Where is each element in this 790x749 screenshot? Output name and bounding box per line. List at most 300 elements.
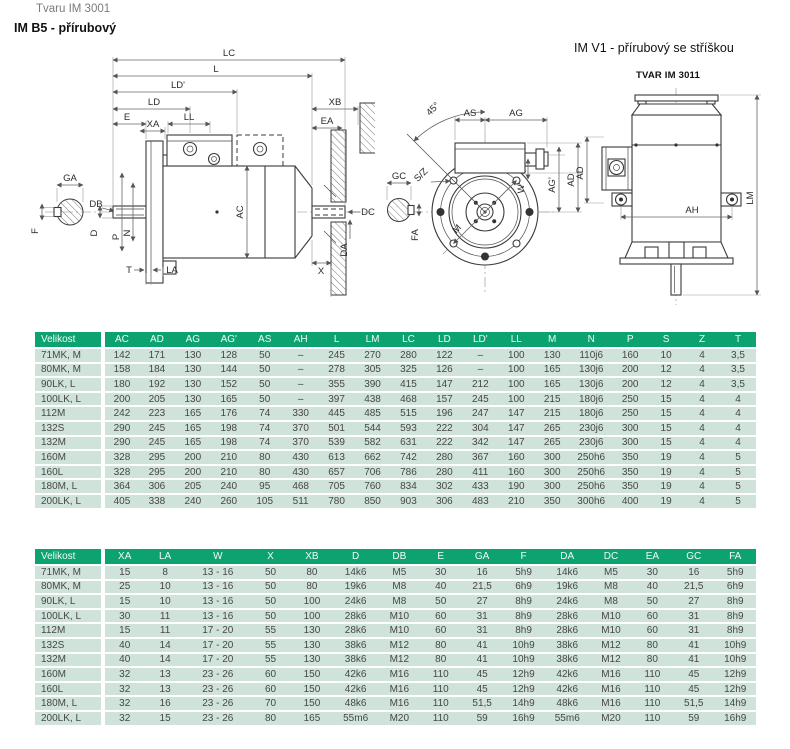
dimension-cell: 21,5 bbox=[461, 580, 502, 595]
dim-label-e: E bbox=[123, 112, 131, 123]
dim-label-db: DB bbox=[89, 199, 103, 210]
dimension-cell: 147 bbox=[498, 421, 534, 436]
dimension-cell: 28k6 bbox=[333, 623, 379, 638]
dimension-cell: 126 bbox=[426, 363, 462, 378]
dimension-cell: 51,5 bbox=[673, 696, 714, 711]
dimension-cell: 13 - 16 bbox=[186, 580, 250, 595]
column-header: XB bbox=[291, 549, 332, 565]
dimension-cell: 200 bbox=[175, 450, 211, 465]
v1-terminal-box bbox=[602, 147, 632, 190]
dim-label-ll: LL bbox=[183, 112, 195, 123]
dimension-cell: 222 bbox=[426, 436, 462, 451]
dim-label-gc: GC bbox=[391, 171, 407, 182]
dimension-cell: 4 bbox=[684, 363, 720, 378]
dimension-cell: 30 bbox=[632, 565, 673, 580]
column-header: LA bbox=[144, 549, 185, 565]
column-header: P bbox=[612, 332, 648, 348]
terminal-box bbox=[167, 135, 232, 166]
column-header: L bbox=[319, 332, 355, 348]
v1-vertical-drawing bbox=[570, 60, 790, 310]
dimension-cell: 242 bbox=[103, 406, 139, 421]
dim-label-ld2: LD' bbox=[171, 80, 185, 91]
dimension-cell: 411 bbox=[462, 465, 498, 480]
dimension-cell: 200 bbox=[103, 392, 139, 407]
column-header: GC bbox=[673, 549, 714, 565]
dimension-cell: M12 bbox=[590, 653, 631, 668]
dim-label-ag2: AG' bbox=[547, 177, 558, 193]
dimension-cell: 742 bbox=[391, 450, 427, 465]
dimension-cell: M16 bbox=[379, 667, 420, 682]
dimension-cell: 240 bbox=[175, 494, 211, 509]
dim-label-m: M bbox=[450, 222, 464, 236]
dimension-cell: 180j6 bbox=[570, 392, 612, 407]
dimension-cell: 3,5 bbox=[720, 377, 756, 392]
dimension-cell: 6h9 bbox=[503, 580, 544, 595]
dimension-cell: 130j6 bbox=[570, 363, 612, 378]
dimension-cell: 100 bbox=[291, 609, 332, 624]
dimension-cell: 14k6 bbox=[544, 565, 590, 580]
dimension-cell: 150 bbox=[291, 667, 332, 682]
dimension-cell: 370 bbox=[283, 421, 319, 436]
dimension-cell: 4 bbox=[684, 392, 720, 407]
dimension-cell: 31 bbox=[461, 623, 502, 638]
table-row bbox=[35, 653, 756, 668]
dim-label-xb: XB bbox=[328, 97, 342, 108]
dimension-cell: 31 bbox=[673, 609, 714, 624]
dimension-cell: 8h9 bbox=[503, 609, 544, 624]
dimension-cell: 165 bbox=[534, 363, 570, 378]
tvar-im-3011-caption: TVAR IM 3011 bbox=[636, 70, 700, 81]
dimension-cell: 212 bbox=[462, 377, 498, 392]
dimension-cell: 160 bbox=[498, 450, 534, 465]
row-size-label: 71MK, M bbox=[35, 348, 103, 363]
dimension-cell: 397 bbox=[319, 392, 355, 407]
dimension-cell: 50 bbox=[250, 580, 291, 595]
dimension-cell: 280 bbox=[426, 465, 462, 480]
column-header: AC bbox=[103, 332, 139, 348]
dimension-cell: 290 bbox=[103, 421, 139, 436]
dimension-cell: 4 bbox=[720, 406, 756, 421]
dim-label-t: T bbox=[126, 265, 132, 276]
dimension-cell: 15 bbox=[648, 421, 684, 436]
column-header: LC bbox=[391, 332, 427, 348]
dimension-cell: 130 bbox=[175, 348, 211, 363]
row-size-label: 160L bbox=[35, 465, 103, 480]
column-header: AS bbox=[247, 332, 283, 348]
column-header: E bbox=[420, 549, 461, 565]
dimension-cell: M10 bbox=[379, 609, 420, 624]
dimension-cell: 247 bbox=[462, 406, 498, 421]
dimension-cell: M16 bbox=[590, 696, 631, 711]
dimension-cell: 38k6 bbox=[333, 653, 379, 668]
dimension-cell: 350 bbox=[534, 494, 570, 509]
dimension-cell: 176 bbox=[211, 406, 247, 421]
dimension-cell: 350 bbox=[612, 465, 648, 480]
shaft-section-left bbox=[42, 185, 83, 225]
wall-section bbox=[324, 103, 375, 295]
row-size-label: 100LK, L bbox=[35, 609, 103, 624]
row-size-label: 160M bbox=[35, 450, 103, 465]
dimension-cell: 302 bbox=[426, 479, 462, 494]
dimension-cell: 3,5 bbox=[720, 363, 756, 378]
column-header: FA bbox=[714, 549, 756, 565]
table-row bbox=[35, 450, 756, 465]
dimension-cell: 300 bbox=[534, 465, 570, 480]
dimension-cell: 32 bbox=[103, 711, 144, 726]
dimension-cell: 45 bbox=[461, 682, 502, 697]
dimension-cell: 200 bbox=[175, 465, 211, 480]
dimension-cell: 438 bbox=[355, 392, 391, 407]
dimension-cell: 42k6 bbox=[544, 667, 590, 682]
dimension-cell: 60 bbox=[250, 667, 291, 682]
dimension-cell: 130 bbox=[175, 363, 211, 378]
column-header: AG bbox=[175, 332, 211, 348]
dimension-cell: 41 bbox=[461, 653, 502, 668]
dimension-cell: 80 bbox=[420, 638, 461, 653]
dim-label-n: N bbox=[122, 229, 133, 237]
dimension-cell: 150 bbox=[291, 682, 332, 697]
dimension-cell: 10 bbox=[648, 348, 684, 363]
column-header: Velikost bbox=[35, 549, 103, 565]
dimension-cell: 11 bbox=[144, 623, 185, 638]
dimension-cell: 45 bbox=[461, 667, 502, 682]
dimension-cell: 13 - 16 bbox=[186, 565, 250, 580]
row-size-label: 80MK, M bbox=[35, 363, 103, 378]
table-row bbox=[35, 406, 756, 421]
gc-shaft-section bbox=[387, 183, 419, 222]
row-size-label: 180M, L bbox=[35, 479, 103, 494]
dimension-cell: 60 bbox=[632, 623, 673, 638]
dimension-cell: 501 bbox=[319, 421, 355, 436]
dimension-cell: M16 bbox=[379, 696, 420, 711]
dimension-cell: 4 bbox=[684, 436, 720, 451]
dimension-cell: 19k6 bbox=[333, 580, 379, 595]
dimension-cell: 50 bbox=[250, 609, 291, 624]
column-header: DC bbox=[590, 549, 631, 565]
v1-ad-dimension bbox=[584, 137, 604, 203]
v1-shaft bbox=[671, 264, 681, 295]
dimension-cell: 198 bbox=[211, 436, 247, 451]
dimension-cell: 23 - 26 bbox=[186, 711, 250, 726]
dimension-cell: 55m6 bbox=[544, 711, 590, 726]
dimension-cell: 59 bbox=[461, 711, 502, 726]
dimension-cell: – bbox=[283, 392, 319, 407]
dimension-cell: 295 bbox=[139, 450, 175, 465]
dimension-cell: 190 bbox=[498, 479, 534, 494]
dimension-cell: 265 bbox=[534, 421, 570, 436]
dimension-cell: 180 bbox=[103, 377, 139, 392]
dimension-cell: 15 bbox=[103, 594, 144, 609]
column-header: DA bbox=[544, 549, 590, 565]
dimension-cell: 28k6 bbox=[333, 609, 379, 624]
column-header: F bbox=[503, 549, 544, 565]
dimension-cell: 903 bbox=[391, 494, 427, 509]
dimension-cell: 110 bbox=[420, 682, 461, 697]
table-row bbox=[35, 623, 756, 638]
dimension-cell: 165 bbox=[175, 406, 211, 421]
dimension-cell: 16h9 bbox=[503, 711, 544, 726]
dimension-cell: 28k6 bbox=[544, 609, 590, 624]
dimension-cell: 130 bbox=[175, 392, 211, 407]
dimension-cell: 95 bbox=[247, 479, 283, 494]
dimension-cell: 631 bbox=[391, 436, 427, 451]
dimension-cell: 50 bbox=[247, 392, 283, 407]
column-header: LM bbox=[355, 332, 391, 348]
dimension-cell: 14 bbox=[144, 638, 185, 653]
dimension-cell: 325 bbox=[391, 363, 427, 378]
dimension-cell: 515 bbox=[391, 406, 427, 421]
dimension-cell: 50 bbox=[247, 363, 283, 378]
dimension-cell: 4 bbox=[684, 348, 720, 363]
dimension-cell: 17 - 20 bbox=[186, 653, 250, 668]
lifting-eyebolt bbox=[209, 154, 220, 165]
dimension-cell: 48k6 bbox=[544, 696, 590, 711]
form-code-subtitle: Tvaru IM 3001 bbox=[36, 3, 111, 15]
dimension-cell: 15 bbox=[103, 565, 144, 580]
column-header: XA bbox=[103, 549, 144, 565]
dimension-cell: 110 bbox=[632, 667, 673, 682]
dimension-cell: 80 bbox=[247, 450, 283, 465]
dimension-cell: 80 bbox=[291, 565, 332, 580]
row-size-label: 132S bbox=[35, 638, 103, 653]
dim-label-xa: XA bbox=[146, 119, 160, 130]
dimension-cell: 55 bbox=[250, 638, 291, 653]
column-header: W bbox=[186, 549, 250, 565]
dimension-cell: 300 bbox=[534, 450, 570, 465]
dimension-cell: 468 bbox=[391, 392, 427, 407]
dimension-cell: 433 bbox=[462, 479, 498, 494]
dimension-cell: 613 bbox=[319, 450, 355, 465]
dimension-cell: 128 bbox=[211, 348, 247, 363]
dimension-cell: 100 bbox=[291, 594, 332, 609]
dimension-cell: 32 bbox=[103, 682, 144, 697]
column-header: EA bbox=[632, 549, 673, 565]
table-row bbox=[35, 667, 756, 682]
table-row bbox=[35, 421, 756, 436]
table-row bbox=[35, 609, 756, 624]
dimension-cell: 390 bbox=[355, 377, 391, 392]
column-header: LD bbox=[426, 332, 462, 348]
dimension-cell: 850 bbox=[355, 494, 391, 509]
dimension-cell: M16 bbox=[590, 682, 631, 697]
dimension-cell: 198 bbox=[211, 421, 247, 436]
dimension-cell: M20 bbox=[590, 711, 631, 726]
dimension-cell: 250 bbox=[612, 406, 648, 421]
dimension-cell: 210 bbox=[498, 494, 534, 509]
dimension-cell: 245 bbox=[139, 421, 175, 436]
dimension-cell: 59 bbox=[673, 711, 714, 726]
dim-label-ld: LD bbox=[147, 97, 161, 108]
dimension-cell: 110j6 bbox=[570, 348, 612, 363]
dimension-cell: 12h9 bbox=[503, 682, 544, 697]
dim-label-ag: AG bbox=[509, 108, 523, 119]
row-size-label: 132M bbox=[35, 653, 103, 668]
dimension-cell: 122 bbox=[426, 348, 462, 363]
dimension-cell: 222 bbox=[426, 421, 462, 436]
dimension-cell: 15 bbox=[648, 406, 684, 421]
dimension-cell: 328 bbox=[103, 465, 139, 480]
dimension-cell: 445 bbox=[319, 406, 355, 421]
dimension-cell: 14 bbox=[144, 653, 185, 668]
dimension-cell: 265 bbox=[534, 436, 570, 451]
dimension-cell: 245 bbox=[139, 436, 175, 451]
dimension-cell: 80 bbox=[250, 711, 291, 726]
dimension-cell: 41 bbox=[461, 638, 502, 653]
dimension-cell: 8h9 bbox=[503, 623, 544, 638]
dimension-cell: 230j6 bbox=[570, 436, 612, 451]
dimension-cell: 4 bbox=[684, 465, 720, 480]
dimension-cell: 15 bbox=[144, 711, 185, 726]
table-row bbox=[35, 465, 756, 480]
dimension-cell: 165 bbox=[175, 421, 211, 436]
dimension-cell: 306 bbox=[426, 494, 462, 509]
column-header: T bbox=[720, 332, 756, 348]
row-size-label: 160M bbox=[35, 667, 103, 682]
dim-label-f: F bbox=[30, 228, 41, 234]
dimension-cell: 4 bbox=[720, 392, 756, 407]
dimension-cell: 250h6 bbox=[570, 479, 612, 494]
dimension-cell: 50 bbox=[420, 594, 461, 609]
dimension-cell: 13 bbox=[144, 667, 185, 682]
dimension-cell: 42k6 bbox=[544, 682, 590, 697]
dimension-cell: 245 bbox=[462, 392, 498, 407]
dimension-cell: 150 bbox=[291, 696, 332, 711]
dimension-cell: M12 bbox=[379, 653, 420, 668]
row-size-label: 200LK, L bbox=[35, 494, 103, 509]
column-header: M bbox=[534, 332, 570, 348]
dimension-cell: 100 bbox=[498, 348, 534, 363]
dimension-cell: 16 bbox=[144, 696, 185, 711]
dimension-cell: 3,5 bbox=[720, 348, 756, 363]
dimension-cell: 328 bbox=[103, 450, 139, 465]
dimension-cell: 15 bbox=[103, 623, 144, 638]
dimension-cell: 4 bbox=[720, 436, 756, 451]
dimension-cell: 51,5 bbox=[461, 696, 502, 711]
dimension-cell: 5 bbox=[720, 479, 756, 494]
dimension-cell: 662 bbox=[355, 450, 391, 465]
dim-label-ea: EA bbox=[320, 116, 334, 127]
dimension-cell: 330 bbox=[283, 406, 319, 421]
dimension-cell: 110 bbox=[420, 711, 461, 726]
dimension-cell: 12 bbox=[648, 363, 684, 378]
dimension-cell: M8 bbox=[379, 594, 420, 609]
dimension-cell: 13 - 16 bbox=[186, 609, 250, 624]
row-size-label: 100LK, L bbox=[35, 392, 103, 407]
column-header: N bbox=[570, 332, 612, 348]
dimension-cell: 780 bbox=[319, 494, 355, 509]
dimension-cell: 300h6 bbox=[570, 494, 612, 509]
column-header: S bbox=[648, 332, 684, 348]
dimension-cell: 305 bbox=[355, 363, 391, 378]
dimension-cell: 32 bbox=[103, 667, 144, 682]
dimension-cell: 6h9 bbox=[714, 580, 756, 595]
dim-label-v1-ad: AD bbox=[575, 166, 586, 180]
dimension-cell: 12 bbox=[648, 377, 684, 392]
dimension-cell: 5 bbox=[720, 450, 756, 465]
dimension-cell: 367 bbox=[462, 450, 498, 465]
dimension-cell: M12 bbox=[379, 638, 420, 653]
dimension-cell: 200 bbox=[612, 377, 648, 392]
page-title-v1: IM V1 - přírubový se stříškou bbox=[574, 41, 734, 55]
column-header: AD bbox=[139, 332, 175, 348]
row-size-label: 160L bbox=[35, 682, 103, 697]
dim-label-da: DA bbox=[339, 243, 350, 257]
dimension-cell: 171 bbox=[139, 348, 175, 363]
dimension-cell: M10 bbox=[590, 609, 631, 624]
dimension-cell: 80 bbox=[247, 465, 283, 480]
dimension-cell: 24k6 bbox=[544, 594, 590, 609]
dimension-cell: 130 bbox=[291, 638, 332, 653]
dimension-cell: 41 bbox=[673, 638, 714, 653]
dimension-cell: 270 bbox=[355, 348, 391, 363]
dimension-cell: 10h9 bbox=[714, 653, 756, 668]
dimension-cell: 165 bbox=[211, 392, 247, 407]
dimension-cell: 706 bbox=[355, 465, 391, 480]
dimension-cell: 657 bbox=[319, 465, 355, 480]
dimension-cell: M5 bbox=[590, 565, 631, 580]
dimension-cell: 15 bbox=[648, 392, 684, 407]
dimension-cell: 147 bbox=[498, 436, 534, 451]
dimension-cell: 544 bbox=[355, 421, 391, 436]
dimension-cell: 4 bbox=[720, 421, 756, 436]
dimension-cell: 130 bbox=[534, 348, 570, 363]
dimension-cell: M10 bbox=[379, 623, 420, 638]
dimension-cell: 200 bbox=[612, 363, 648, 378]
dimension-cell: 760 bbox=[355, 479, 391, 494]
dimension-cell: 13 bbox=[144, 682, 185, 697]
dimension-cell: 295 bbox=[139, 465, 175, 480]
dimension-cell: 60 bbox=[632, 609, 673, 624]
dimension-cell: M8 bbox=[590, 580, 631, 595]
dimension-cell: 55m6 bbox=[333, 711, 379, 726]
dimension-cell: 74 bbox=[247, 421, 283, 436]
dimension-cell: 19k6 bbox=[544, 580, 590, 595]
dimension-cell: 60 bbox=[420, 609, 461, 624]
dimension-cell: 210 bbox=[211, 450, 247, 465]
dimension-cell: 278 bbox=[319, 363, 355, 378]
dimension-cell: 280 bbox=[391, 348, 427, 363]
dimension-cell: 16 bbox=[673, 565, 714, 580]
table-row bbox=[35, 565, 756, 580]
dimension-cell: 40 bbox=[103, 638, 144, 653]
dimension-cell: 110 bbox=[420, 667, 461, 682]
terminal-box-front bbox=[455, 143, 548, 173]
dimension-cell: 19 bbox=[648, 494, 684, 509]
dimension-cell: 147 bbox=[498, 406, 534, 421]
dim-label-ad-front: AD bbox=[566, 173, 577, 187]
dimension-cell: 158 bbox=[103, 363, 139, 378]
dimension-cell: 10h9 bbox=[714, 638, 756, 653]
dimension-cell: – bbox=[283, 348, 319, 363]
dimension-cell: 511 bbox=[283, 494, 319, 509]
dimension-cell: 40 bbox=[632, 580, 673, 595]
column-header: LD' bbox=[462, 332, 498, 348]
dimension-cell: 38k6 bbox=[333, 638, 379, 653]
row-size-label: 71MK, M bbox=[35, 565, 103, 580]
dimension-cell: 152 bbox=[211, 377, 247, 392]
table-row bbox=[35, 711, 756, 726]
dimension-cell: 147 bbox=[426, 377, 462, 392]
dimension-cell: 110 bbox=[632, 682, 673, 697]
dimension-cell: 5h9 bbox=[714, 565, 756, 580]
dimension-cell: 31 bbox=[461, 609, 502, 624]
dimension-cell: 350 bbox=[612, 479, 648, 494]
dimension-cell: 300 bbox=[534, 479, 570, 494]
dimension-cell: 23 - 26 bbox=[186, 682, 250, 697]
dimension-cell: 4 bbox=[684, 377, 720, 392]
dimension-cell: 12h9 bbox=[714, 682, 756, 697]
row-size-label: 132S bbox=[35, 421, 103, 436]
